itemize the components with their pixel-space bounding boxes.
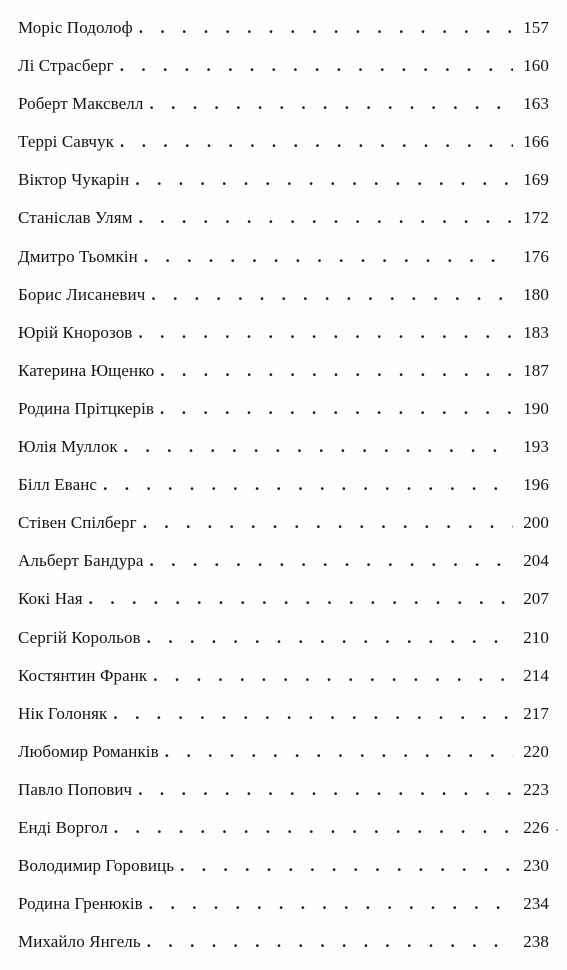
toc-entry [18,18,549,56]
dot-leader [151,285,513,305]
toc-entry-name: Катерина Ющенко [18,360,155,380]
dot-leader [138,780,513,800]
toc-entry-page: 230 [523,856,549,876]
toc-entry-page: 196 [523,475,549,495]
toc-entry [18,666,549,704]
toc-entry-name: Енді Воргол [18,817,108,837]
toc-entry [18,551,549,589]
toc-entry-name: Білл Еванс [18,475,98,495]
toc-entry-name: Костянтин Франк [18,665,148,685]
toc-entry-name: Моріс Подолоф [18,18,133,37]
toc-entry [18,742,549,780]
dot-leader [138,323,513,343]
toc-entry-name: Павло Попович [18,779,133,799]
toc-entry-name: Дмитро Тьомкін [18,246,138,266]
toc-entry-name: Стівен Спілберг [18,513,137,533]
toc-entry [18,285,549,323]
toc-entry-page: 207 [523,589,549,609]
toc-entry-page: 183 [523,322,549,342]
toc-entry-page: 187 [523,360,549,380]
toc-entry [18,170,549,208]
toc-entry-name: Кокі Ная [18,589,83,609]
toc-entry-name: Лі Страсберг [18,56,114,76]
toc-entry-page: 200 [523,513,549,533]
toc-entry-name: Сергій Корольов [18,627,141,647]
dot-leader [160,399,513,419]
dot-leader [139,18,513,38]
toc-entry [18,437,549,475]
toc-entry [18,932,549,970]
toc-entry-page: 210 [523,627,549,647]
toc-entry-page: 166 [523,132,549,152]
scan-speck [556,829,558,831]
dot-leader [180,856,513,876]
dot-leader [120,56,513,76]
toc-entry-page: 223 [523,779,549,799]
dot-leader [147,932,513,952]
toc-entry-name: Любомир Романків [18,741,159,761]
dot-leader [120,132,513,152]
dot-leader [143,513,513,533]
dot-leader [160,361,513,381]
toc-entry-name: Михайло Янгель [18,932,141,952]
toc-entry-page: 204 [523,551,549,571]
toc-entry [18,399,549,437]
dot-leader [124,437,513,457]
dot-leader [103,475,513,495]
toc-entry [18,94,549,132]
toc-entry [18,704,549,742]
toc-entry [18,818,549,856]
toc-entry [18,247,549,285]
dot-leader [147,628,513,648]
dot-leader [114,818,513,838]
toc-entry [18,323,549,361]
toc-entry [18,56,549,94]
toc-entry-page: 234 [523,894,549,914]
toc-entry [18,894,549,932]
toc-entry [18,628,549,666]
toc-entry-name: Родина Прітцкерів [18,398,155,418]
toc-entry-page: 220 [523,741,549,761]
dot-leader [165,742,513,762]
dot-leader [89,589,513,609]
toc-entry-page: 214 [523,665,549,685]
toc-entry-name: Роберт Максвелл [18,94,144,114]
dot-leader [149,94,513,114]
toc-entry-name: Володимир Горовиць [18,856,175,876]
toc-entry-name: Юрій Кнорозов [18,322,133,342]
dot-leader [153,666,513,686]
toc-entry-name: Віктор Чукарін [18,170,130,190]
toc-entry-name: Нік Голоняк [18,703,108,723]
dot-leader [135,170,513,190]
toc-entry-name: Станіслав Улям [18,208,133,228]
toc-entry-page: 176 [523,246,549,266]
toc-entry-name: Альберт Бандура [18,551,144,571]
toc-entry [18,780,549,818]
toc-entry-page: 163 [523,94,549,114]
toc-entry [18,475,549,513]
toc-entry-page: 190 [523,398,549,418]
toc-entry-page: 157 [523,18,549,37]
toc-entry [18,589,549,627]
toc-entry-page: 180 [523,284,549,304]
toc-entry-name: Террі Савчук [18,132,115,152]
toc-entry-page: 238 [523,932,549,952]
toc-entry-page: 226 [523,817,549,837]
toc-entry-page: 160 [523,56,549,76]
toc-entry [18,361,549,399]
toc-entry [18,208,549,246]
dot-leader [149,894,513,914]
table-of-contents [18,18,549,970]
toc-entry-name: Родина Гренюків [18,894,143,914]
toc-entry [18,132,549,170]
dot-leader [113,704,513,724]
toc-entry [18,856,549,894]
toc-entry [18,513,549,551]
toc-entry-name: Борис Лисаневич [18,284,146,304]
dot-leader [139,208,513,228]
toc-entry-page: 169 [523,170,549,190]
toc-entry-page: 193 [523,437,549,457]
toc-entry-page: 217 [523,703,549,723]
dot-leader [150,551,513,571]
toc-entry-name: Юлія Муллок [18,437,118,457]
toc-entry-page: 172 [523,208,549,228]
dot-leader [144,247,513,267]
